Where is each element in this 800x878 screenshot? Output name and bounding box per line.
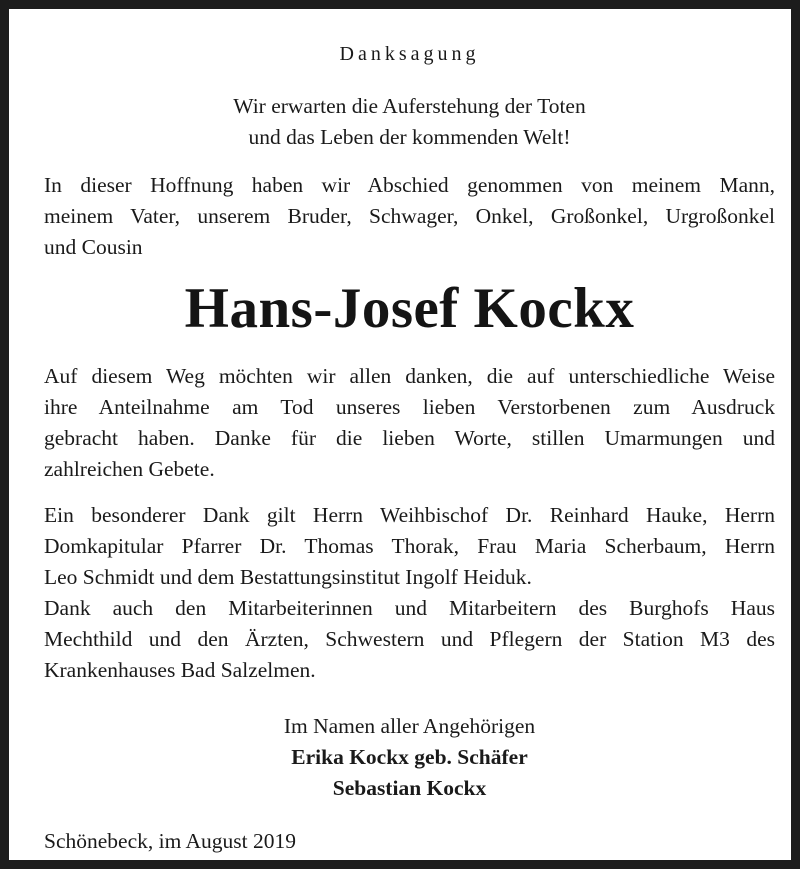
thanks-line: Auf diesem Weg möchten wir allen danken, die auf unterschiedliche Weise xyxy=(44,364,775,388)
thanks-line: Domkapitular Pfarrer Dr. Thomas Thorak, Frau Maria Scherbaum, Herrn xyxy=(44,534,775,558)
thanks-line: ihre Anteilnahme am Tod unseres lieben Verstorbenen zum Ausdruck xyxy=(44,395,775,419)
signature-name: Sebastian Kockx xyxy=(332,776,487,800)
thanks-paragraph-2 xyxy=(44,500,775,593)
thanks-line: zahlreichen Gebete. xyxy=(44,457,215,481)
thanks-line: Krankenhauses Bad Salzelmen. xyxy=(44,658,316,682)
thanks-line: Ein besonderer Dank gilt Herrn Weihbischof Dr. Reinhard Hauke, Herrn xyxy=(44,503,775,527)
signature-block xyxy=(44,711,775,804)
thanks-paragraph-3 xyxy=(44,593,775,686)
thanks-line: gebracht haben. Danke für die lieben Worte, stillen Umarmungen und xyxy=(44,426,775,450)
signature-name: Erika Kockx geb. Schäfer xyxy=(291,745,528,769)
motto xyxy=(44,91,775,153)
place-date: Schönebeck, im August 2019 xyxy=(44,828,297,853)
notice-heading: Danksagung xyxy=(339,43,480,65)
motto-line: Wir erwarten die Auferstehung der Toten xyxy=(233,94,586,118)
notice-content xyxy=(44,39,775,878)
intro-line: und Cousin xyxy=(44,235,143,259)
thanks-line: Dank auch den Mitarbeiterinnen und Mitarbeitern des Burghofs Haus xyxy=(44,596,775,620)
thanks-line: Mechthild und den Ärzten, Schwestern und Pflegern der Station M3 des xyxy=(44,627,775,651)
intro-paragraph xyxy=(44,170,775,263)
deceased-name: Hans-Josef Kockx xyxy=(184,277,635,340)
signature-preface: Im Namen aller Angehörigen xyxy=(283,714,536,738)
intro-line: In dieser Hoffnung haben wir Abschied genommen von meinem Mann, xyxy=(44,173,775,197)
intro-line: meinem Vater, unserem Bruder, Schwager, Onkel, Großonkel, Urgroßonkel xyxy=(44,204,775,228)
thanks-paragraph-1 xyxy=(44,361,775,485)
thanks-line: Leo Schmidt und dem Bestattungsinstitut Ingolf Heiduk. xyxy=(44,565,532,589)
motto-line: und das Leben der kommenden Welt! xyxy=(248,125,571,149)
